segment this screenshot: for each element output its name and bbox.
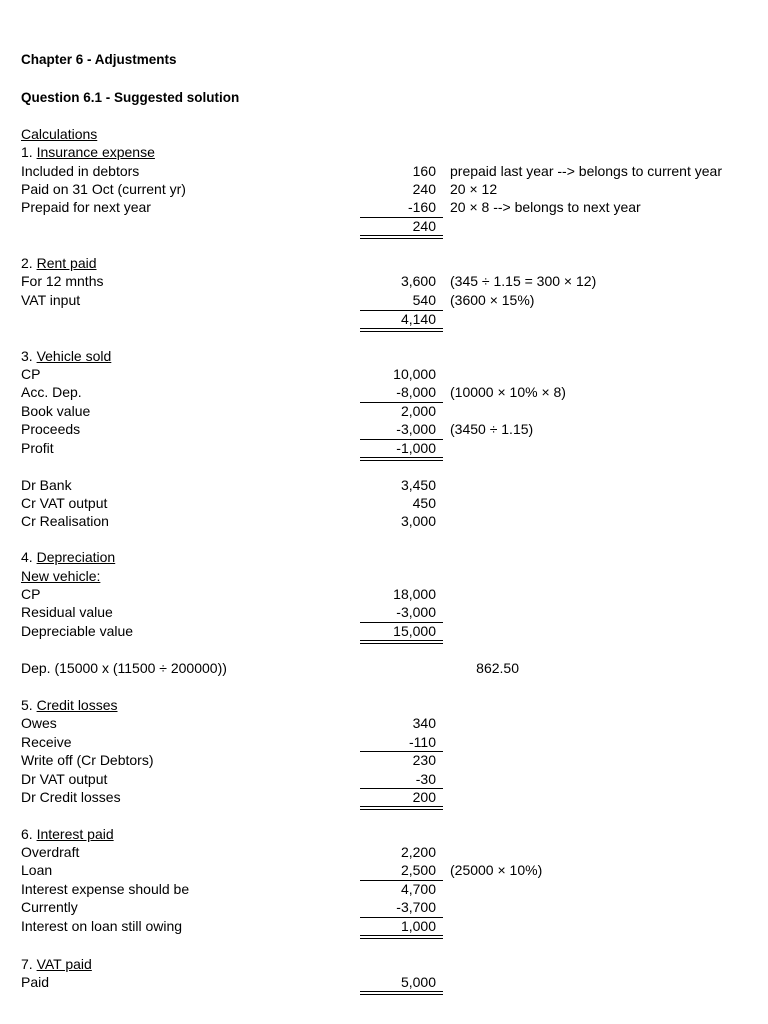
section-3-heading: [0, 347, 768, 365]
table-row: [0, 861, 768, 879]
row-value: 10,000: [393, 366, 436, 382]
total-row: [0, 217, 768, 235]
journal-row: [0, 494, 768, 512]
row-value: 15,000: [393, 623, 436, 639]
table-row: [0, 272, 768, 290]
calculations-heading: Calculations: [21, 126, 98, 142]
total-double-rule: [360, 235, 443, 239]
row-label: Depreciable value: [21, 623, 134, 639]
table-row: [0, 898, 768, 916]
total-double-rule: [360, 935, 443, 939]
row-note: 20 × 8 --> belongs to next year: [450, 199, 641, 215]
row-value: 2,000: [400, 403, 436, 419]
section-number: 5.: [21, 697, 37, 713]
row-value: 200: [412, 789, 436, 805]
depreciation-row: [0, 659, 768, 677]
row-label: Write off (Cr Debtors): [21, 752, 154, 768]
row-note: (25000 × 10%): [450, 862, 543, 878]
row-label: Interest on loan still owing: [21, 918, 183, 934]
row-note: (3450 ÷ 1.15): [450, 421, 534, 437]
journal-row: [0, 512, 768, 530]
row-value: -3,000: [396, 421, 436, 437]
table-row: [0, 770, 768, 788]
row-value: -110: [409, 734, 436, 750]
table-row: [0, 402, 768, 420]
row-label: VAT input: [21, 292, 81, 308]
row-label: Cr Realisation: [21, 513, 109, 529]
row-note: (3600 × 15%): [450, 292, 535, 308]
row-note: (10000 × 10% × 8): [450, 384, 566, 400]
table-row: [0, 198, 768, 216]
row-value: 3,600: [400, 273, 436, 289]
table-row: [0, 291, 768, 309]
row-label: Profit: [21, 440, 54, 456]
section-number: 2.: [21, 255, 37, 271]
table-row: [0, 843, 768, 861]
table-row: [0, 917, 768, 935]
row-value: -3,700: [396, 899, 436, 915]
row-value: 230: [412, 752, 436, 768]
row-label: Paid on 31 Oct (current yr): [21, 181, 186, 197]
question-title: Question 6.1 - Suggested solution: [21, 90, 240, 105]
row-label: Book value: [21, 403, 91, 419]
section-5-heading: [0, 696, 768, 714]
row-value: 1,000: [400, 918, 436, 934]
row-label: Prepaid for next year: [21, 199, 151, 215]
section-number: 7.: [21, 956, 37, 972]
section-number: 4.: [21, 549, 37, 565]
row-note: (345 ÷ 1.15 = 300 × 12): [450, 273, 597, 289]
total-row: [0, 310, 768, 328]
section-1-heading: [0, 143, 768, 161]
row-label: Currently: [21, 899, 78, 915]
total-double-rule: [360, 991, 443, 995]
total-double-rule: [360, 806, 443, 810]
table-row: [0, 365, 768, 383]
row-label: Dep. (15000 x (11500 ÷ 200000)): [21, 660, 227, 676]
row-label: Owes: [21, 715, 57, 731]
table-row: [0, 622, 768, 640]
section-title: VAT paid: [36, 956, 92, 972]
row-label: Cr VAT output: [21, 495, 108, 511]
section-subtitle-line: [0, 567, 768, 585]
journal-row: [0, 476, 768, 494]
row-value: -3,000: [396, 604, 436, 620]
row-value: -1,000: [396, 440, 436, 456]
total-double-rule: [360, 457, 443, 461]
row-value: 3,000: [400, 513, 436, 529]
row-label: Dr Credit losses: [21, 789, 121, 805]
row-value: 340: [412, 715, 436, 731]
section-number: 1.: [21, 144, 37, 160]
table-row: [0, 603, 768, 621]
row-label: Dr Bank: [21, 477, 72, 493]
total-double-rule: [360, 328, 443, 332]
row-note: prepaid last year --> belongs to current year: [450, 163, 722, 179]
table-row: [0, 714, 768, 732]
table-row: [0, 439, 768, 457]
row-label: Dr VAT output: [21, 771, 108, 787]
table-row: [0, 733, 768, 751]
row-value: -160: [407, 199, 436, 215]
row-label: Overdraft: [21, 844, 80, 860]
question-title-line: [0, 89, 768, 107]
section-number: 6.: [21, 826, 37, 842]
row-label: Residual value: [21, 604, 113, 620]
row-label: Receive: [21, 734, 72, 750]
row-value: 5,000: [400, 974, 436, 990]
section-4-heading: [0, 548, 768, 566]
section-2-heading: [0, 254, 768, 272]
row-total: 4,140: [400, 311, 436, 327]
row-label: Interest expense should be: [21, 881, 190, 897]
table-row: [0, 880, 768, 898]
row-total: 240: [412, 218, 436, 234]
row-value: 540: [412, 292, 436, 308]
row-label: CP: [21, 586, 41, 602]
row-label: CP: [21, 366, 41, 382]
row-value: 240: [412, 181, 436, 197]
row-label: Included in debtors: [21, 163, 140, 179]
row-value: 862.50: [476, 660, 519, 676]
row-value: -8,000: [396, 384, 436, 400]
total-double-rule: [360, 640, 443, 644]
row-label: Paid: [21, 974, 50, 990]
chapter-title: Chapter 6 - Adjustments: [21, 52, 177, 67]
calculations-heading-line: [0, 125, 768, 143]
row-label: Proceeds: [21, 421, 81, 437]
section-title: Interest paid: [36, 826, 114, 842]
row-value: 160: [412, 163, 436, 179]
section-title: Credit losses: [36, 697, 118, 713]
section-subtitle: New vehicle:: [21, 568, 101, 584]
table-row: [0, 788, 768, 806]
row-value: -30: [415, 771, 436, 787]
row-value: 18,000: [393, 586, 436, 602]
row-value: 2,500: [400, 862, 436, 878]
table-row: [0, 420, 768, 438]
section-title: Depreciation: [36, 549, 116, 565]
row-note: 20 × 12: [450, 181, 498, 197]
section-7-heading: [0, 955, 768, 973]
chapter-title-line: [0, 51, 768, 69]
row-label: For 12 mnths: [21, 273, 104, 289]
row-label: Acc. Dep.: [21, 384, 82, 400]
section-6-heading: [0, 825, 768, 843]
section-title: Vehicle sold: [36, 348, 112, 364]
row-value: 450: [412, 495, 436, 511]
table-row: [0, 585, 768, 603]
section-title: Insurance expense: [36, 144, 155, 160]
table-row: [0, 383, 768, 401]
table-row: [0, 973, 768, 991]
row-value: 4,700: [400, 881, 436, 897]
table-row: [0, 180, 768, 198]
table-row: [0, 751, 768, 769]
row-value: 3,450: [400, 477, 436, 493]
table-row: [0, 162, 768, 180]
row-value: 2,200: [400, 844, 436, 860]
row-label: Loan: [21, 862, 53, 878]
section-title: Rent paid: [36, 255, 97, 271]
section-number: 3.: [21, 348, 37, 364]
